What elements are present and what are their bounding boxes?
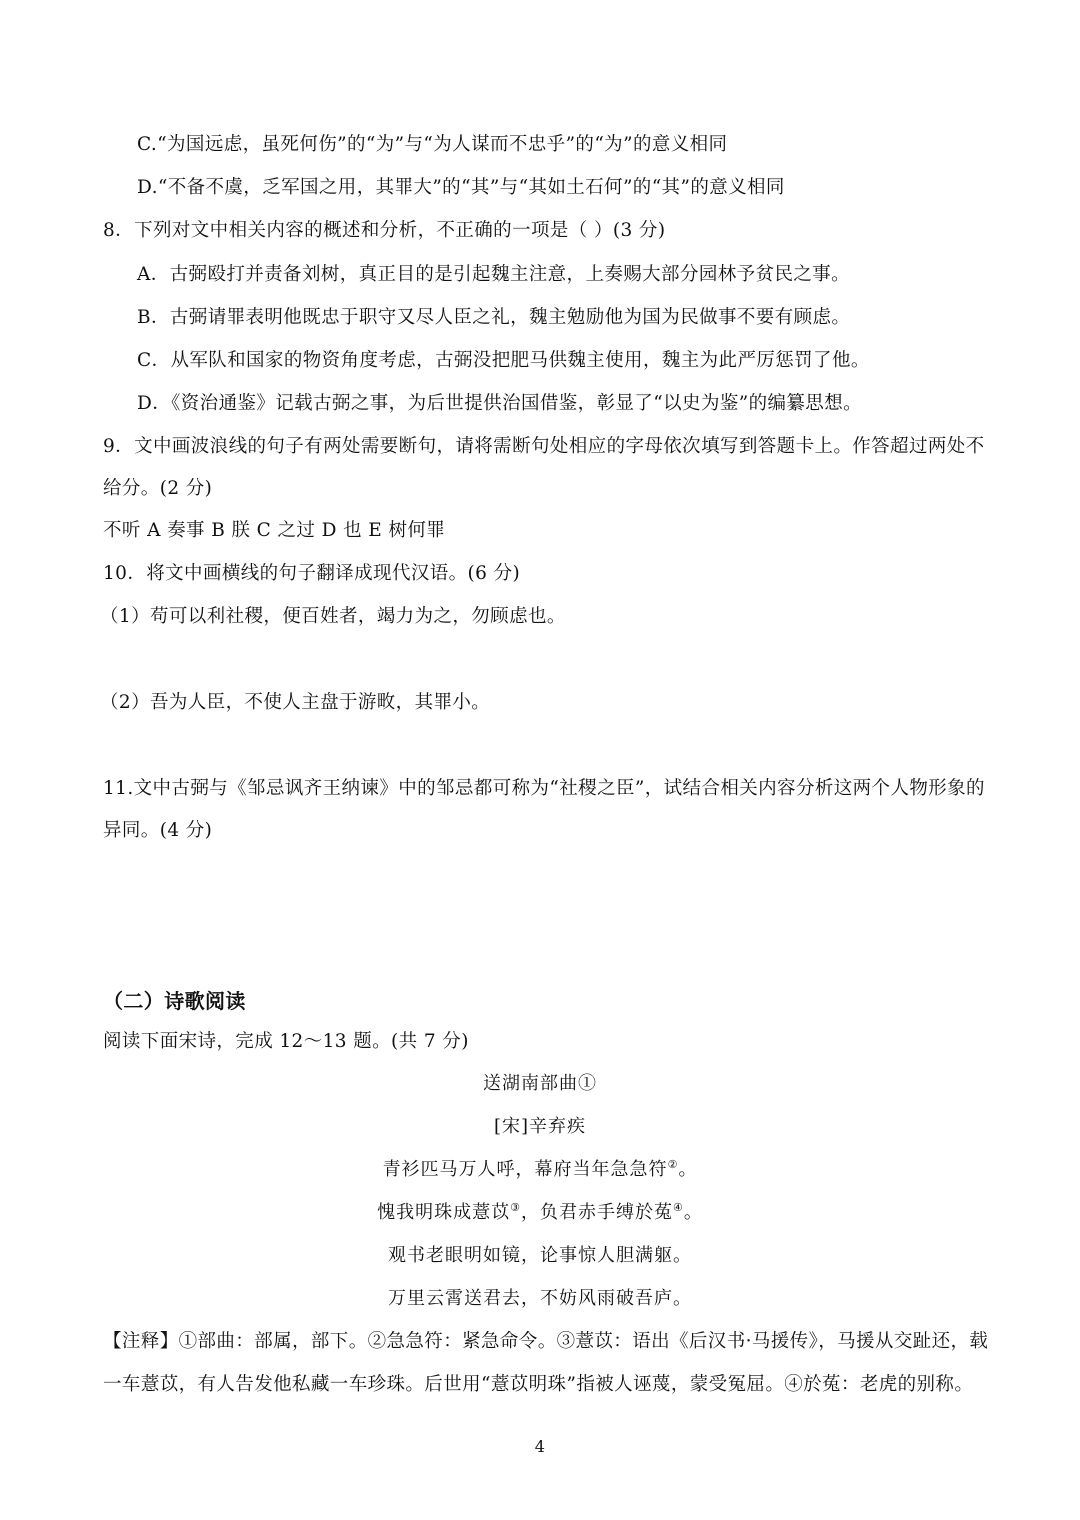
q11-stem-line2: 异同。(4 分) bbox=[103, 820, 213, 841]
q8-stem: 8．下列对文中相关内容的概述和分析，不正确的一项是（ ）(3 分) bbox=[103, 220, 666, 241]
poem-line1 bbox=[0, 1157, 1080, 1183]
poem-line4: 万里云霄送君去，不妨风雨破吾庐。 bbox=[388, 1288, 692, 1309]
poem-author: [宋]辛弃疾 bbox=[493, 1116, 587, 1137]
section-instruction: 阅读下面宋诗，完成 12～13 题。(共 7 分) bbox=[103, 1031, 469, 1052]
poem-line1-end: 。 bbox=[678, 1159, 698, 1180]
poem-line3: 观书老眼明如镜，论事惊人胆满躯。 bbox=[388, 1245, 692, 1266]
q10-stem: 10．将文中画横线的句子翻译成现代汉语。(6 分) bbox=[103, 563, 521, 584]
q9-stem-line2: 给分。(2 分) bbox=[103, 478, 213, 499]
poem-title: 送湖南部曲① bbox=[483, 1073, 597, 1094]
q10-item2: （2）吾为人臣，不使人主盘于游畋，其罪小。 bbox=[100, 692, 491, 713]
q8-option-c: C．从军队和国家的物资角度考虑，古弼没把肥马供魏主使用，魏主为此严厉惩罚了他。 bbox=[137, 350, 870, 371]
note-marker: ② bbox=[667, 1158, 679, 1171]
q7-option-c: C.“为国远虑，虽死何伤”的“为”与“为人谋而不忠乎”的“为”的意义相同 bbox=[137, 134, 728, 155]
q8-option-a: A．古弼殴打并责备刘树，真正目的是引起魏主注意，上奏赐大部分园林予贫民之事。 bbox=[137, 264, 851, 285]
q8-option-d: D．《资治通鉴》记载古弼之事，为后世提供治国借鉴，彰显了“以史为鉴”的编纂思想。 bbox=[137, 393, 863, 414]
poem-line1-text: 青衫匹马万人呼，幕府当年急急符 bbox=[382, 1159, 668, 1180]
page-number: 4 bbox=[534, 1437, 546, 1456]
q9-stem-line1: 9．文中画波浪线的句子有两处需要断句，请将需断句处相应的字母依次填写到答题卡上。作答超过两处不 bbox=[103, 436, 985, 457]
q11-stem-line1: 11.文中古弼与《邹忌讽齐王纳谏》中的邹忌都可称为“社稷之臣”，试结合相关内容分析这两个人物形象的 bbox=[103, 778, 985, 799]
notes-line2: 一车薏苡，有人告发他私藏一车珍珠。后世用“薏苡明珠”指被人诬蔑，蒙受冤屈。④於菟：老虎的别称。 bbox=[103, 1374, 974, 1395]
note-marker: ④ bbox=[673, 1201, 684, 1214]
poem-line2-text-a: 愧我明珠成薏苡 bbox=[377, 1202, 511, 1223]
q8-option-b: B．古弼请罪表明他既忠于职守又尽人臣之礼，魏主勉励他为国为民做事不要有顾虑。 bbox=[137, 307, 851, 328]
notes-line1: 【注释】①部曲：部属，部下。②急急符：紧急命令。③薏苡：语出《后汉书·马援传》，马援从交趾还，载 bbox=[103, 1331, 989, 1352]
q9-sentence: 不听 A 奏事 B 朕 C 之过 D 也 E 树何罪 bbox=[103, 520, 446, 541]
poem-line2-text-b: ，负君赤手缚於菟 bbox=[521, 1202, 673, 1223]
note-marker: ③ bbox=[510, 1201, 521, 1214]
poem-line2-end: 。 bbox=[683, 1202, 703, 1223]
q10-item1: （1）苟可以利社稷，便百姓者，竭力为之，勿顾虑也。 bbox=[100, 606, 566, 627]
q7-option-d: D.“不备不虞，乏军国之用，其罪大”的“其”与“其如土石何”的“其”的意义相同 bbox=[137, 177, 785, 198]
section-heading: （二）诗歌阅读 bbox=[103, 989, 246, 1013]
poem-line2 bbox=[0, 1200, 1080, 1226]
